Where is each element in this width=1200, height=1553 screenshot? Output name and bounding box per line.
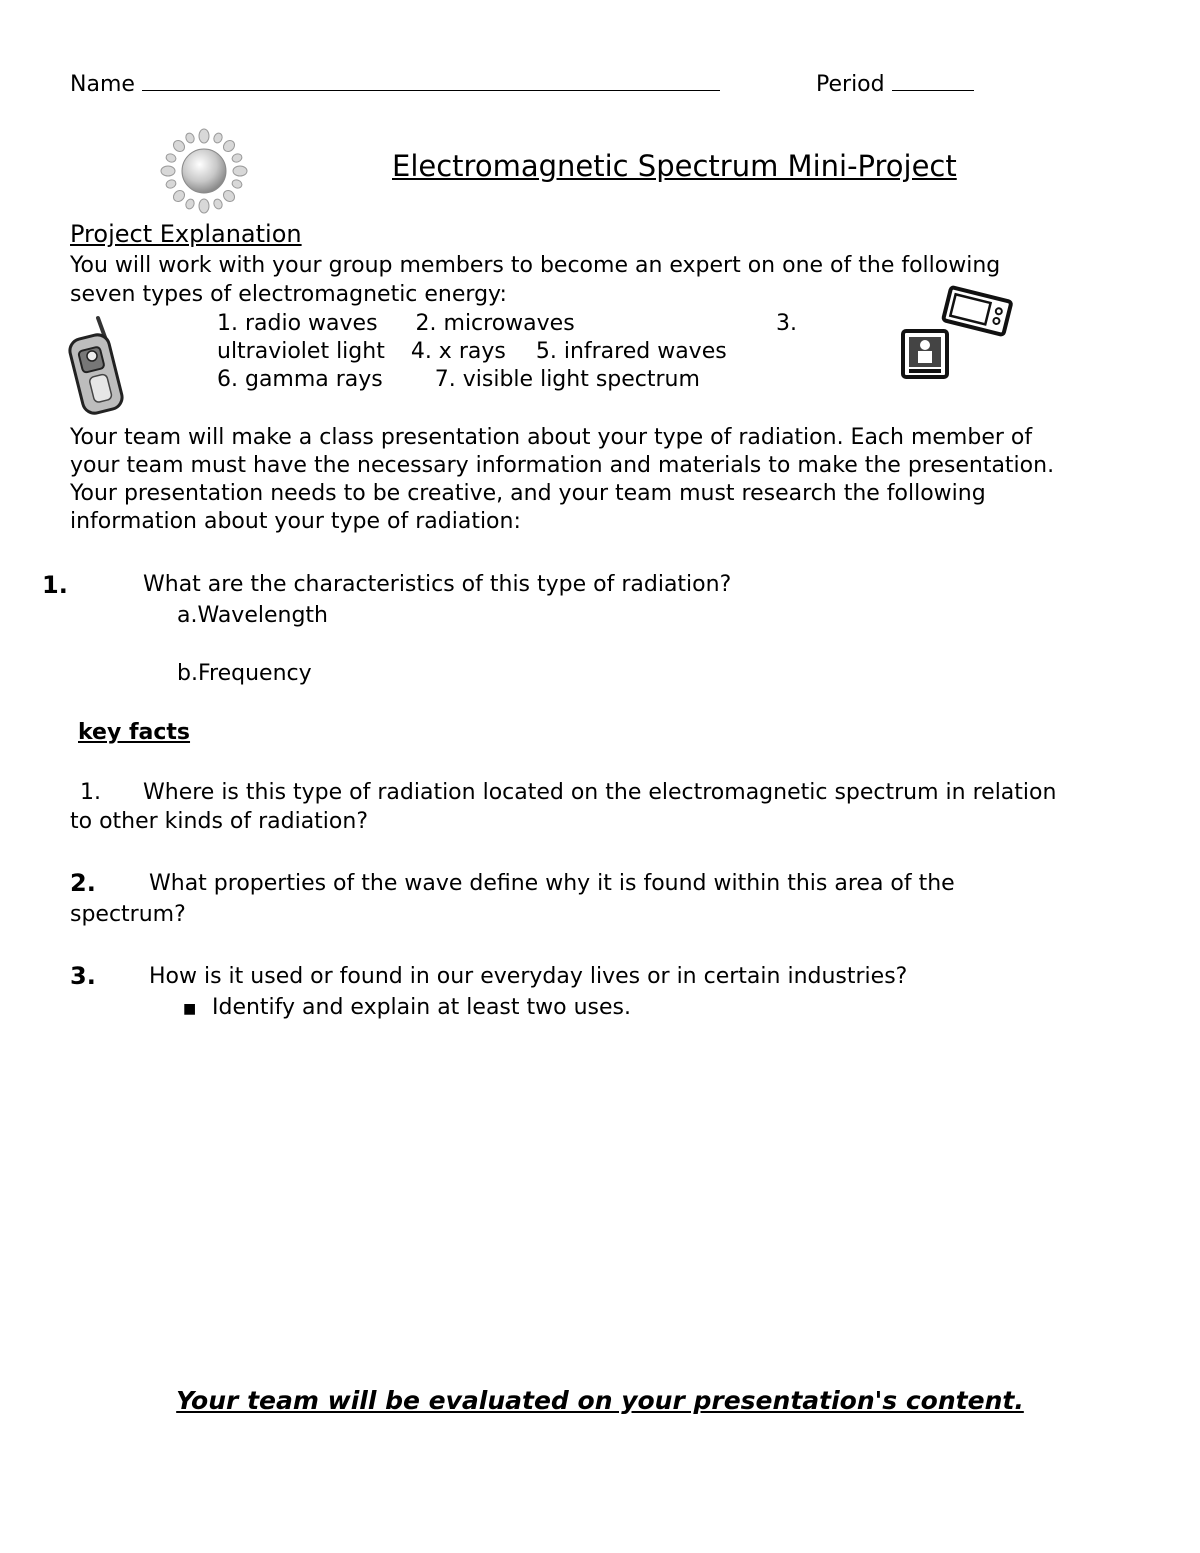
q1-item-a: [177, 603, 328, 628]
team-line-1: Your team will make a class presentation about your type of radiation. Each member of: [70, 425, 1033, 450]
team-line-3: Your presentation needs to be creative, and your team must research the following: [70, 481, 986, 506]
name-blank[interactable]: [142, 72, 720, 91]
intro-line-2: seven types of electromagnetic energy:: [70, 282, 507, 307]
type-number-3: 3.: [776, 311, 797, 336]
cell-phone-icon: [64, 314, 130, 416]
name-field[interactable]: [70, 72, 720, 97]
type-radio-waves: 1. radio waves: [217, 311, 378, 336]
q1-item-a-text: Wavelength: [197, 603, 328, 628]
intro-line-1: You will work with your group members to become an expert on one of the following: [70, 253, 1001, 278]
q1-text: What are the characteristics of this type of radiation?: [143, 572, 732, 597]
k3-number: 3.: [70, 962, 96, 990]
team-line-4: information about your type of radiation:: [70, 509, 521, 534]
k3-sub-item: Identify and explain at least two uses.: [212, 995, 631, 1020]
k2-number: 2.: [70, 869, 96, 897]
xray-icon: [900, 328, 952, 380]
k3-bullet: ■: [183, 1001, 197, 1017]
sun-icon: [160, 128, 248, 214]
name-label: Name: [70, 72, 135, 97]
q1-item-a-marker: a.: [177, 603, 198, 628]
k3-line-1: How is it used or found in our everyday lives or in certain industries?: [149, 964, 908, 989]
page-title: Electromagnetic Spectrum Mini-Project: [392, 149, 957, 183]
k1-line-2: to other kinds of radiation?: [70, 809, 368, 834]
k1-number: 1.: [80, 780, 101, 805]
type-ultraviolet-light: ultraviolet light: [217, 339, 385, 364]
types-line-1: [217, 311, 575, 336]
type-microwaves: 2. microwaves: [415, 311, 575, 336]
q1-item-b-marker: b.: [177, 661, 198, 686]
q1-item-b-text: Frequency: [197, 661, 312, 686]
period-label: Period: [816, 72, 885, 97]
types-line-2: [217, 339, 727, 364]
key-facts-heading: key facts: [78, 720, 191, 745]
type-gamma-rays: 6. gamma rays: [217, 367, 383, 392]
team-line-2: your team must have the necessary information and materials to make the presentation.: [70, 453, 1055, 478]
type-x-rays: 4. x rays: [410, 339, 506, 364]
period-field[interactable]: [816, 72, 974, 97]
period-blank[interactable]: [892, 72, 974, 91]
type-visible-light-spectrum: 7. visible light spectrum: [434, 367, 700, 392]
k1-line-1: Where is this type of radiation located on the electromagnetic spectrum in relation: [143, 780, 1057, 805]
type-infrared-waves: 5. infrared waves: [535, 339, 727, 364]
k2-line-1: What properties of the wave define why it is found within this area of the: [149, 871, 955, 896]
q1-number: 1.: [42, 571, 68, 599]
types-line-3: [217, 367, 700, 392]
q1-item-b: [177, 661, 312, 686]
k2-line-2: spectrum?: [70, 902, 186, 927]
section-heading-project-explanation: Project Explanation: [70, 220, 302, 248]
evaluation-note: Your team will be evaluated on your presentation's content.: [176, 1386, 1024, 1415]
